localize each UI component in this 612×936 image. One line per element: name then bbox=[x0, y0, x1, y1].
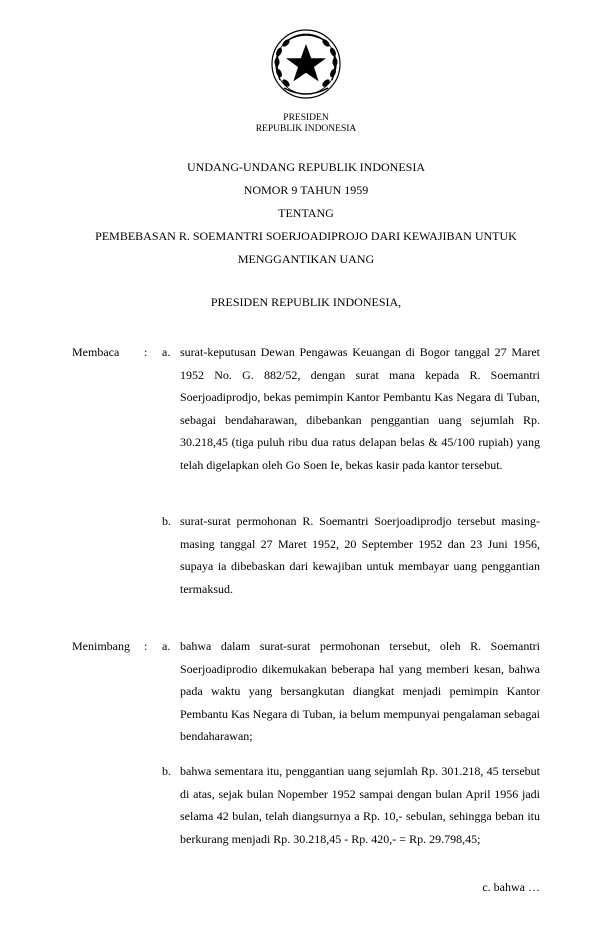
header-republic: REPUBLIK INDONESIA bbox=[255, 124, 357, 134]
menimbang-label: Menimbang bbox=[72, 639, 130, 653]
membaca-item-a-mark: a. bbox=[162, 345, 171, 359]
law-about: TENTANG bbox=[278, 206, 334, 220]
law-number: NOMOR 9 TAHUN 1959 bbox=[243, 183, 369, 197]
membaca-label: Membaca bbox=[72, 345, 120, 359]
menimbang-colon: : bbox=[144, 639, 148, 653]
menimbang-item-a-mark: a. bbox=[162, 639, 171, 653]
star-emblem-icon bbox=[268, 26, 344, 102]
header-president: PRESIDEN bbox=[283, 113, 329, 123]
menimbang-item-b-mark: b. bbox=[162, 764, 171, 778]
membaca-item-b-text: surat-surat permohonan R. Soemantri Soerjoadiprodjo tersebut masing-masing tanggal 27 Maret 1952, 20 September 1952 dan 23 Juni 1956, supaya ia dibebaskan dari kewajiban untuk membayar uang penggantian termaksud. bbox=[180, 514, 540, 596]
law-subject-line2: MENGGANTIKAN UANG bbox=[237, 252, 375, 266]
membaca-colon: : bbox=[144, 345, 148, 359]
menimbang-item-b-text: bahwa sementara itu, penggantian uang sejumlah Rp. 301.218, 45 tersebut di atas, sejak bulan Nopember 1952 sampai dengan bulan April 1956 jadi selama 42 bulan, telah diangsurnya a Rp. 10,- sebulan, sehingga beban itu berkurang menjadi Rp. 30.218,45 - Rp. 420,- = Rp. 29.798,45; bbox=[180, 764, 540, 846]
law-title: UNDANG-UNDANG REPUBLIK INDONESIA bbox=[187, 160, 425, 174]
continuation-marker: c. bahwa … bbox=[482, 880, 540, 894]
menimbang-item-a-text: bahwa dalam surat-surat permohonan tersebut, oleh R. Soemantri Soerjoadiprodio dikemukakan beberapa hal yang memberi kesan, bahwa pada waktu yang bersangkutan diangkat menjadi pemimpin Kantor Pembantu Kas Negara di Tuban, ia belum mempunyai pengalaman sebagai bendaharawan; bbox=[180, 639, 540, 743]
membaca-item-b-mark: b. bbox=[162, 514, 171, 528]
membaca-item-a-text: surat-keputusan Dewan Pengawas Keuangan di Bogor tanggal 27 Maret 1952 No. G. 882/52, dengan surat mana kepada R. Soemantri Soerjoadiprodjo, bekas pemimpin Kantor Pembantu Kas Negara di Tuban, sebagai bendaharawan, dibebankan penggantian uang sejumlah Rp. 30.218,45 (tiga puluh ribu dua ratus delapan belas & 45/100 rupiah) yang telah digelapkan oleh Go Soen Ie, bekas kasir pada kantor tersebut. bbox=[180, 345, 540, 472]
law-subject-line1: PEMBEBASAN R. SOEMANTRI SOERJOADIPROJO DARI KEWAJIBAN UNTUK bbox=[95, 229, 517, 243]
president-heading: PRESIDEN REPUBLIK INDONESIA, bbox=[210, 295, 402, 309]
